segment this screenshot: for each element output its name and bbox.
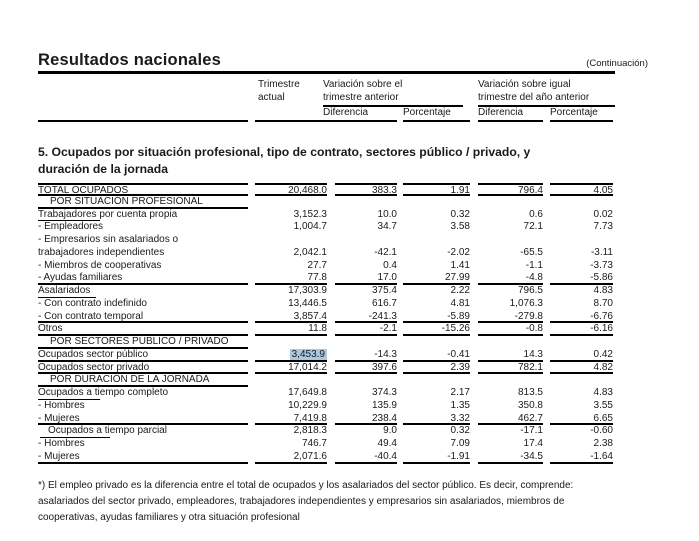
table-row: [38, 311, 613, 324]
value-cell: 782.1: [478, 362, 543, 375]
value-cell: 0.32: [450, 425, 470, 437]
value-cell: 27.7: [307, 259, 327, 271]
value-cell: 1.41: [450, 259, 470, 271]
value-cell: -65.5: [520, 246, 543, 258]
value-cell: [335, 336, 397, 349]
section-title-line: duración de la jornada: [38, 162, 169, 176]
value-cell: 4.83: [593, 285, 613, 296]
value-cell: 17,649.8: [288, 387, 327, 398]
value-cell: 0.4: [383, 259, 397, 271]
value-cell: 462.7: [478, 413, 543, 426]
value-cell: -2.1: [335, 323, 397, 336]
value-cell: 0.02: [593, 208, 613, 220]
value-cell: [255, 374, 327, 387]
value-cell: 238.4: [335, 413, 397, 426]
section-header-row: [38, 374, 613, 387]
table-row: [38, 183, 613, 196]
section-title-line: 5. Ocupados por situación profesional, tipo de contrato, sectores público / privado, y: [38, 145, 531, 159]
value-cell: 616.7: [371, 297, 397, 309]
table-row: [38, 298, 613, 311]
page-title: Resultados nacionales: [38, 51, 222, 69]
value-cell: [255, 234, 327, 247]
value-cell: 1.35: [450, 399, 470, 411]
value-cell: 2,071.6: [255, 451, 327, 464]
value-cell: 135.9: [371, 399, 397, 411]
table-row: [38, 260, 613, 273]
section-header-row: [38, 196, 613, 209]
value-cell: -279.8: [478, 311, 543, 324]
value-cell: -0.8: [478, 323, 543, 336]
value-cell: 20,468.0: [255, 183, 327, 196]
row-label: Asalariados: [38, 285, 248, 298]
highlighted-value[interactable]: 3,453.9: [291, 348, 325, 360]
value-cell: 10.0: [377, 208, 397, 220]
value-cell: 72.1: [523, 221, 543, 233]
value-cell: 3.55: [593, 399, 613, 411]
section-header-row: [38, 336, 613, 349]
value-cell: [478, 196, 543, 209]
table-row: [38, 451, 613, 464]
table-row: [38, 221, 613, 234]
value-cell: 1.91: [403, 183, 470, 196]
value-cell: 3.58: [450, 221, 470, 233]
row-label: - Mujeres: [38, 451, 248, 464]
value-cell: -2.02: [447, 246, 470, 258]
value-cell: -0.41: [403, 349, 470, 362]
column-header-line: Variación sobre el: [323, 79, 403, 90]
row-label: - Hombres: [38, 438, 85, 449]
value-cell: [335, 196, 397, 209]
subcolumn-header-diferencia-2: Diferencia: [478, 107, 543, 122]
header-rule-trimestre-column: [255, 120, 327, 122]
row-label: POR SITUACIÓN PROFESIONAL: [38, 196, 248, 209]
footnote-line: asalariados del sector privado, empleadores, trabajadores independientes y empresarios sin asalariados, miembros de: [38, 496, 565, 507]
value-cell: 10,229.9: [288, 399, 327, 411]
column-header-line: trimestre del año anterior: [478, 91, 590, 103]
table-row: [38, 323, 613, 336]
value-cell: 11.8: [255, 323, 327, 336]
row-label: POR SECTORES PÚBLICO / PRIVADO: [38, 336, 248, 349]
value-cell: [550, 374, 613, 387]
value-cell: 3,152.3: [293, 208, 327, 220]
value-cell: 4.82: [550, 362, 613, 375]
table-row: [38, 387, 613, 400]
value-cell: -14.3: [335, 349, 397, 362]
value-cell: 14.3: [478, 349, 543, 362]
value-cell: -6.16: [550, 323, 613, 336]
table-row: [38, 425, 613, 438]
value-cell: 3.32: [403, 413, 470, 426]
value-cell: 0.42: [550, 349, 613, 362]
value-cell: 2.39: [403, 362, 470, 375]
column-header-line: Trimestre: [258, 79, 300, 90]
row-label: Otros: [38, 323, 248, 336]
section-title: [38, 144, 623, 178]
value-cell: 8.70: [593, 297, 613, 309]
value-cell: 9.0: [383, 425, 397, 437]
value-cell: 746.7: [301, 438, 327, 449]
value-cell: -40.4: [335, 451, 397, 464]
value-cell: 13,446.5: [288, 297, 327, 309]
value-cell: 0.32: [450, 208, 470, 220]
value-cell: 375.4: [371, 285, 397, 296]
value-cell: 7,419.8: [255, 413, 327, 426]
value-cell: -3.73: [590, 259, 613, 271]
value-cell: 813.5: [517, 387, 543, 398]
heading-rule: [38, 71, 615, 74]
value-cell: 6.65: [550, 413, 613, 426]
value-cell: -0.60: [590, 425, 613, 437]
value-cell: 77.8: [255, 272, 327, 285]
table-row: [38, 413, 613, 426]
value-cell: [478, 374, 543, 387]
value-cell: 796.4: [478, 183, 543, 196]
table-row: [38, 209, 613, 222]
value-cell: -5.86: [550, 272, 613, 285]
value-cell: 350.8: [517, 399, 543, 411]
row-label: trabajadores independientes: [38, 246, 165, 258]
value-cell: [550, 196, 613, 209]
subcolumn-header-diferencia-1: Diferencia: [323, 107, 397, 122]
value-cell: [403, 374, 470, 387]
column-header-line: trimestre anterior: [323, 91, 399, 103]
row-label: - Con contrato temporal: [38, 311, 248, 324]
value-cell: [255, 196, 327, 209]
value-cell: 17,014.2: [255, 362, 327, 375]
value-cell: 796.5: [517, 285, 543, 296]
table-row: [38, 438, 613, 451]
row-label: - Mujeres: [38, 413, 248, 426]
row-label: Ocupados a tiempo completo: [38, 387, 169, 398]
value-cell: [478, 336, 543, 349]
value-cell: 374.3: [371, 387, 397, 398]
value-cell: [478, 234, 543, 247]
value-cell: [403, 196, 470, 209]
value-cell: 383.3: [335, 183, 397, 196]
value-cell: 2.22: [450, 285, 470, 296]
value-cell: 4.05: [550, 183, 613, 196]
continuation-label: (Continuación): [586, 58, 648, 69]
value-cell: -42.1: [374, 246, 397, 258]
table-row: [38, 272, 613, 285]
value-cell: 2,818.3: [293, 425, 327, 437]
value-cell: -1.91: [403, 451, 470, 464]
value-cell: 0.6: [529, 208, 543, 220]
table-row: [38, 400, 613, 413]
row-label: TOTAL OCUPADOS: [38, 183, 248, 196]
table-row: [38, 234, 613, 247]
value-cell: -1.1: [525, 259, 543, 271]
footnote-line: *) El empleo privado es la diferencia entre el total de ocupados y los asalariados del sector público. Es decir, comprende:: [38, 480, 574, 491]
value-cell: [255, 336, 327, 349]
value-cell: [403, 336, 470, 349]
value-cell: 397.6: [335, 362, 397, 375]
table-row: [38, 349, 613, 362]
value-cell: [550, 336, 613, 349]
row-label: - Ayudas familiares: [38, 272, 248, 285]
value-cell: 7.73: [593, 221, 613, 233]
value-cell: 17.4: [523, 438, 543, 449]
column-header-line: actual: [258, 91, 285, 103]
value-cell: -241.3: [335, 311, 397, 324]
column-group-variacion-ano-anterior: [478, 79, 615, 107]
value-cell: -4.8: [478, 272, 543, 285]
value-cell: 7.09: [450, 438, 470, 449]
row-label: Trabajadores por cuenta propia: [38, 208, 178, 220]
value-cell: [403, 234, 470, 247]
table-row: [38, 247, 613, 260]
row-label: - Hombres: [38, 399, 85, 411]
value-cell: 1,076.3: [509, 297, 543, 309]
row-label: Ocupados sector privado: [38, 362, 248, 375]
row-label: - Empresarios sin asalariados o: [38, 234, 179, 245]
row-label: Ocupados a tiempo parcial: [38, 425, 248, 438]
value-cell: -1.64: [550, 451, 613, 464]
column-group-variacion-trimestre-anterior: [323, 79, 463, 107]
row-label: - Empleadores: [38, 221, 104, 233]
footnote-line: cooperativas, ayudas familiares y otra situación profesional: [38, 512, 300, 523]
value-cell: -15.26: [403, 323, 470, 336]
value-cell: -6.76: [550, 311, 613, 324]
value-cell: -5.89: [403, 311, 470, 324]
subcolumn-header-porcentaje-1: Porcentaje: [403, 107, 470, 122]
value-cell: 4.81: [450, 297, 470, 309]
value-cell: 2,042.1: [293, 246, 327, 258]
value-cell: [335, 374, 397, 387]
column-header-trimestre-actual: [258, 79, 300, 104]
value-cell: 17,303.9: [288, 285, 327, 296]
value-cell: 2.17: [450, 387, 470, 398]
value-cell: [335, 234, 397, 247]
results-table: [38, 183, 613, 464]
value-cell: 49.4: [377, 438, 397, 449]
value-cell: [255, 349, 327, 362]
value-cell: [550, 234, 613, 247]
column-header-line: Variación sobre igual: [478, 79, 571, 90]
value-cell: -34.5: [478, 451, 543, 464]
value-cell: 34.7: [377, 221, 397, 233]
value-cell: 3,857.4: [255, 311, 327, 324]
row-label: - Con contrato indefinido: [38, 297, 147, 309]
value-cell: 2.38: [593, 438, 613, 449]
value-cell: 27.99: [403, 272, 470, 285]
header-rule-label-column: [38, 120, 248, 122]
subcolumn-header-porcentaje-2: Porcentaje: [550, 107, 613, 122]
value-cell: 4.83: [593, 387, 613, 398]
value-cell: 17.0: [335, 272, 397, 285]
table-row: [38, 362, 613, 375]
value-cell: 1,004.7: [293, 221, 327, 233]
row-label: POR DURACIÓN DE LA JORNADA: [38, 374, 248, 387]
value-cell: -3.11: [590, 246, 613, 258]
value-cell: -17.1: [520, 425, 543, 437]
footnote: [38, 478, 573, 526]
row-label: - Miembros de cooperativas: [38, 259, 162, 271]
row-label: Ocupados sector público: [38, 349, 248, 362]
table-row: [38, 285, 613, 298]
